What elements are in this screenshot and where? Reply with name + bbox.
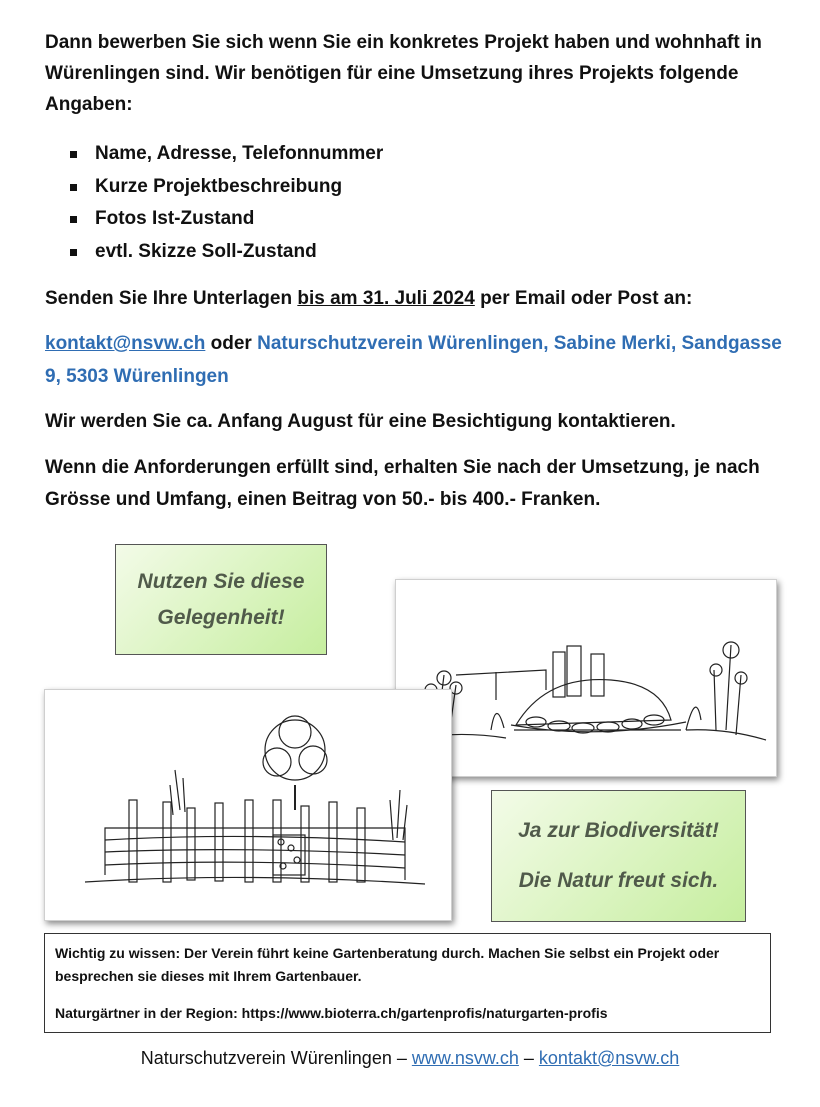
info-notice: Wichtig zu wissen: Der Verein führt keine Gartenberatung durch. Machen Sie selbst ein Projekt oder besprechen sie dieses mit Ihrem Gartenbauer.	[55, 945, 720, 984]
send-text-after: per Email oder Post an:	[474, 288, 693, 309]
stone-pile-illustration	[396, 580, 776, 776]
garden-sketch-stone-pile	[395, 579, 777, 777]
footer	[0, 1046, 820, 1070]
callout-line: Ja zur Biodiversität!	[518, 819, 719, 842]
footer-email-link[interactable]: kontakt@nsvw.ch	[538, 1048, 680, 1068]
list-item: Fotos Ist-Zustand	[68, 203, 383, 236]
footer-website-link[interactable]: www.nsvw.ch	[411, 1048, 519, 1068]
list-item: evtl. Skizze Soll-Zustand	[68, 236, 383, 269]
list-item: Kurze Projektbeschreibung	[68, 171, 383, 204]
callout-opportunity	[115, 544, 327, 655]
amount-note: Wenn die Anforderungen erfüllt sind, erhalten Sie nach der Umsetzung, je nach Grösse und Umfang, einen Beitrag von 50.- bis 400.- Franken.	[45, 457, 760, 510]
visit-note: Wir werden Sie ca. Anfang August für eine Besichtigung kontaktieren.	[45, 411, 676, 432]
garden-sketch-deadwood-hedge	[44, 689, 452, 921]
deadwood-hedge-illustration	[45, 690, 451, 920]
contact-email-link[interactable]: kontakt@nsvw.ch	[45, 333, 206, 354]
intro-paragraph: Dann bewerben Sie sich wenn Sie ein konkretes Projekt haben und wohnhaft in Würenlingen sind. Wir benötigen für eine Umsetzung ihres Projekts folgende Angaben:	[45, 32, 762, 115]
footer-separator: –	[391, 1048, 412, 1068]
contact-info	[45, 327, 785, 393]
postal-address: Naturschutzverein Würenlingen, Sabine Merki, Sandgasse 9, 5303 Würenlingen	[45, 333, 782, 387]
list-item: Name, Adresse, Telefonnummer	[68, 138, 383, 171]
footer-org: Naturschutzverein Würenlingen	[140, 1048, 392, 1068]
info-gardeners: Naturgärtner in der Region: https://www.bioterra.ch/gartenprofis/naturgarten-profis	[55, 1005, 608, 1021]
callout-line: Gelegenheit!	[157, 605, 285, 629]
info-box	[44, 933, 771, 1033]
callout-line: Nutzen Sie diese	[137, 569, 305, 593]
callout-line: Die Natur freut sich.	[518, 869, 719, 892]
send-instructions	[45, 283, 785, 314]
contact-connector: oder	[205, 333, 258, 354]
callout-biodiversity	[491, 790, 746, 922]
requirements-list	[68, 138, 383, 268]
send-text-before: Senden Sie Ihre Unterlagen	[45, 288, 298, 309]
deadline: bis am 31. Juli 2024	[297, 288, 475, 309]
footer-separator: –	[518, 1048, 539, 1068]
